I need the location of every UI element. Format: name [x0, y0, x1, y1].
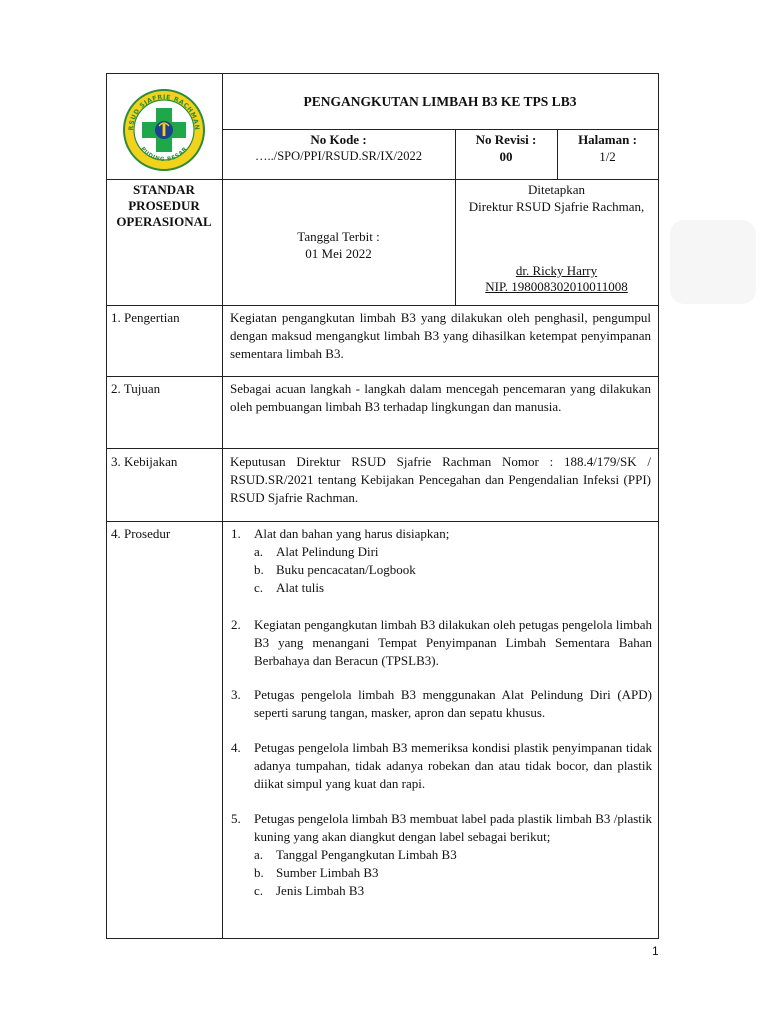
table-line [106, 521, 659, 522]
prosedur-list [222, 525, 652, 900]
prosedur-subitem: a. Alat Pelindung Diri [254, 544, 379, 559]
prosedur-subitem: b. Sumber Limbah B3 [254, 865, 379, 880]
section-text-kebijakan: Keputusan Direktur RSUD Sjafrie Rachman Nomor : 188.4/179/SK / RSUD.SR/2021 tentang Kebijakan Pencegahan dan Pengendalian Infeksi (PPI) RSUD Sjafrie Rachman. [230, 454, 651, 505]
section-text-pengertian: Kegiatan pengangkutan limbah B3 yang dilakukan oleh penghasil, pengumpul dengan maksud mengangkut limbah B3 yang dihasilkan ketempat penyimpanan sementara limbah B3. [230, 310, 651, 361]
page-number: 1 [652, 944, 659, 958]
prosedur-subitem: c. Alat tulis [254, 580, 325, 595]
halaman-label: Halaman : [578, 132, 637, 147]
ditetapkan-block: Ditetapkan Direktur RSUD Sjafrie Rachman, [468, 182, 645, 214]
prosedur-item: 2. Kegiatan pengangkutan limbah B3 dilakukan oleh petugas pengelola limbah B3 yang menangani Tempat Penyimpanan Limbah Sementara Bahan Berbahaya dan Beracun (TPSLB3). [231, 617, 652, 668]
watermark [670, 220, 756, 304]
prosedur-subitem: b. Buku pencacatan/Logbook [254, 562, 416, 577]
section-label-prosedur: 4. Prosedur [111, 526, 171, 541]
kode-value: …../SPO/PPI/RSUD.SR/IX/2022 [254, 149, 423, 163]
section-text-tujuan: Sebagai acuan langkah - langkah dalam mencegah pencemaran yang dilakukan oleh pembuangan limbah B3 terhadap lingkungan dan manusia. [230, 381, 651, 414]
direktur-nip: NIP. 198008302010011008 [485, 279, 628, 294]
prosedur-item: 5. Petugas pengelola limbah B3 membuat label pada plastik limbah B3 /plastik kuning yang akan diangkut dengan label sebagai berikut; [231, 811, 652, 844]
svg-text:RSUD SJAFRIE RACHMAN: RSUD SJAFRIE RACHMAN [127, 93, 201, 131]
prosedur-item: 3. Petugas pengelola limbah B3 menggunakan Alat Pelindung Diri (APD) seperti sarung tangan, masker, apron dan sepatu khusus. [231, 687, 652, 720]
table-border-bottom [106, 938, 659, 939]
direktur-name: dr. Ricky Harry [515, 263, 598, 278]
table-border-top [106, 73, 659, 74]
halaman-value: 1/2 [599, 149, 616, 164]
table-line [106, 305, 659, 306]
section-label-pengertian: 1. Pengertian [111, 310, 180, 325]
prosedur-item: 4. Petugas pengelola limbah B3 memeriksa kondisi plastik penyimpanan tidak adanya tumpahan, tidak adanya robekan dan atau tidak bocor, dan plastik diikat simpul yang kuat dan rapi. [231, 740, 652, 791]
revisi-value: 00 [499, 149, 513, 164]
svg-text:PUDING BESAR: PUDING BESAR [139, 146, 189, 164]
table-line [106, 448, 659, 449]
table-border-right [658, 73, 659, 939]
kode-label: No Kode : [310, 132, 367, 147]
table-line [222, 129, 659, 130]
section-label-kebijakan: 3. Kebijakan [111, 454, 178, 469]
section-label-tujuan: 2. Tujuan [111, 381, 161, 396]
table-line [106, 179, 659, 180]
document-title: PENGANGKUTAN LIMBAH B3 KE TPS LB3 [303, 94, 577, 109]
tanggal-terbit: Tanggal Terbit : 01 Mei 2022 [297, 229, 380, 261]
table-line [106, 376, 659, 377]
hospital-logo [123, 89, 205, 171]
spo-label: STANDAR PROSEDUR OPERASIONAL [116, 182, 212, 229]
prosedur-item: 1. Alat dan bahan yang harus disiapkan; [231, 526, 450, 541]
prosedur-subitem: a. Tanggal Pengangkutan Limbah B3 [254, 847, 457, 862]
revisi-label: No Revisi : [475, 132, 537, 147]
prosedur-subitem: c. Jenis Limbah B3 [254, 883, 365, 898]
